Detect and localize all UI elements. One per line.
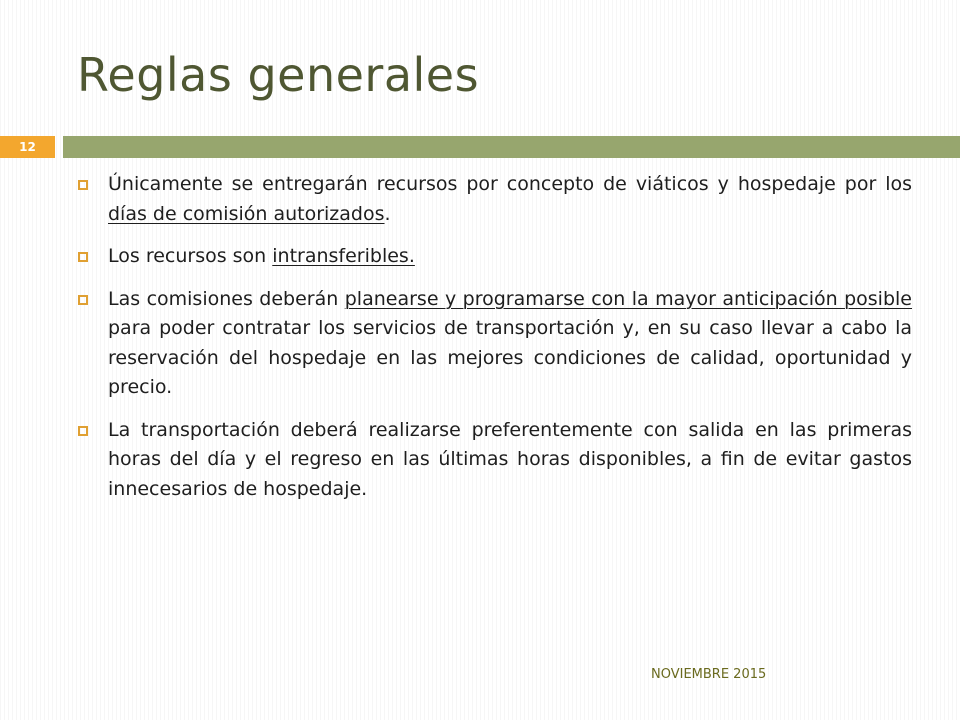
title-divider-bar xyxy=(63,136,960,158)
bullet-item xyxy=(72,416,912,505)
bullet-text: La transportación deberá realizarse preferentemente con salida en las primeras horas del día y el regreso en las últimas horas disponibles, a fin de evitar gastos innecesarios de hospedaje. xyxy=(108,418,912,500)
bullet-text: Únicamente se entregarán recursos por concepto de viáticos y hospedaje por los xyxy=(108,173,912,195)
square-bullet-icon xyxy=(78,180,88,190)
square-bullet-icon xyxy=(78,295,88,305)
bullet-text-tail: para poder contratar los servicios de transportación y, en su caso llevar a cabo la reservación del hospedaje en las mejores condiciones de calidad, oportunidad y precio. xyxy=(108,317,912,398)
page-number-badge: 12 xyxy=(0,136,55,158)
bullet-item xyxy=(72,242,912,272)
bullet-list xyxy=(72,170,912,517)
underlined-text: días de comisión autorizados xyxy=(108,202,385,225)
bullet-text: Las comisiones deberán xyxy=(108,287,345,310)
bullet-item xyxy=(72,170,912,229)
underlined-text: intransferibles. xyxy=(272,245,415,267)
underlined-text: planearse y programarse con la mayor anticipación posible xyxy=(344,287,912,310)
square-bullet-icon xyxy=(78,426,88,436)
footer-date: NOVIEMBRE 2015 xyxy=(651,667,767,682)
bullet-text-tail: . xyxy=(384,202,391,225)
square-bullet-icon xyxy=(78,252,88,262)
bullet-text: Los recursos son xyxy=(108,245,273,267)
bullet-item xyxy=(72,285,912,403)
slide-title: Reglas generales xyxy=(77,48,480,102)
